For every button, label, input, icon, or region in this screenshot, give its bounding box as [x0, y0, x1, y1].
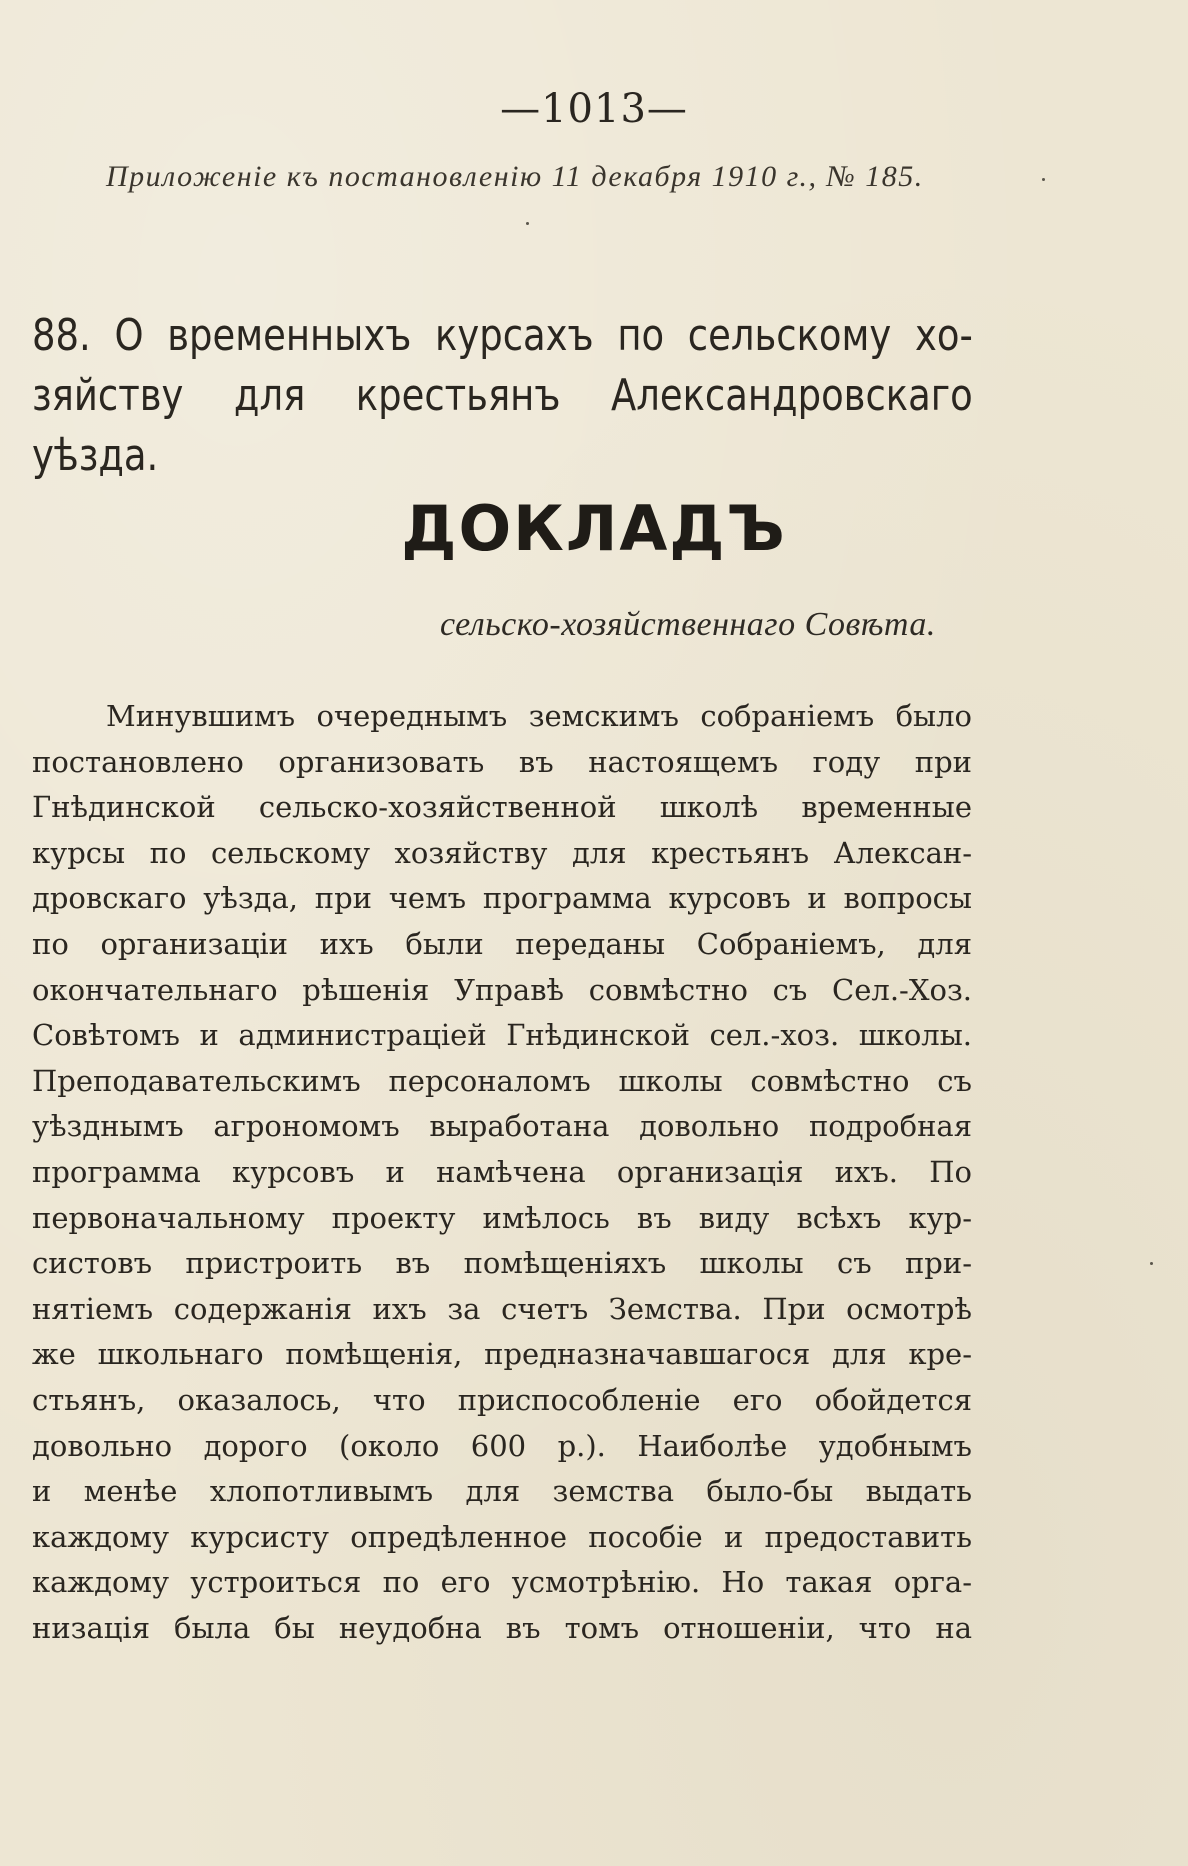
body-line: каждому устроиться по его усмотрѣнію. Но такая орга- — [32, 1565, 972, 1600]
section-title — [32, 306, 973, 486]
body-line: постановлено организовать въ настоящемъ году при — [32, 744, 972, 779]
paper-speck — [1150, 1262, 1153, 1265]
paper-speck — [1042, 178, 1045, 181]
body-line: Минувшимъ очереднымъ земскимъ собраніемъ было — [106, 699, 972, 733]
body-line: низація была бы неудобна въ томъ отношеніи, что на — [32, 1610, 972, 1645]
page-number: —1013— — [500, 86, 688, 132]
body-line: и менѣе хлопотливымъ для земства было-бы выдать — [32, 1474, 972, 1509]
body-text — [32, 694, 972, 1651]
body-line: Гнѣдинской сельско-хозяйственной школѣ временные — [32, 790, 972, 825]
report-heading: ДОКЛАДЪ — [401, 492, 787, 565]
body-line: каждому курсисту опредѣленное пособіе и предоставить — [32, 1519, 972, 1554]
body-line: нятіемъ содержанія ихъ за счетъ Земства. При осмотрѣ — [32, 1291, 972, 1326]
body-line: первоначальному проекту имѣлось въ виду всѣхъ кур- — [32, 1200, 972, 1235]
body-line: Преподавательскимъ персоналомъ школы совмѣстно съ — [32, 1063, 972, 1098]
body-line: же школьнаго помѣщенія, предназначавшагося для кре- — [32, 1337, 972, 1372]
body-line: систовъ пристроить въ помѣщеніяхъ школы съ при- — [32, 1246, 972, 1281]
title-line: зяйству для крестьянъ Александровскаго уѣзда. — [32, 370, 973, 481]
appendix-note: Приложеніе къ постановленію 11 декабря 1910 г., № 185. — [106, 160, 924, 193]
body-line: окончательнаго рѣшенія Управѣ совмѣстно съ Сел.-Хоз. — [32, 972, 972, 1007]
body-line: довольно дорого (около 600 р.). Наиболѣе удобнымъ — [32, 1428, 972, 1463]
body-line: стьянъ, оказалось, что приспособленіе его обойдется — [32, 1382, 972, 1417]
paper-speck — [526, 222, 529, 225]
body-line: Совѣтомъ и администраціей Гнѣдинской сел.-хоз. школы. — [32, 1018, 972, 1053]
title-line: 88. О временныхъ курсахъ по сельскому хо- — [32, 310, 973, 361]
body-line: курсы по сельскому хозяйству для крестьянъ Алексан- — [32, 835, 972, 870]
body-line: программа курсовъ и намѣчена организація ихъ. По — [32, 1154, 972, 1189]
body-line: по организаціи ихъ были переданы Собраніемъ, для — [32, 926, 972, 961]
body-line: уѣзднымъ агрономомъ выработана довольно подробная — [32, 1109, 972, 1144]
report-subheading: сельско-хозяйственнаго Совѣта. — [440, 606, 936, 643]
body-line: дровскаго уѣзда, при чемъ программа курсовъ и вопросы — [32, 881, 972, 916]
